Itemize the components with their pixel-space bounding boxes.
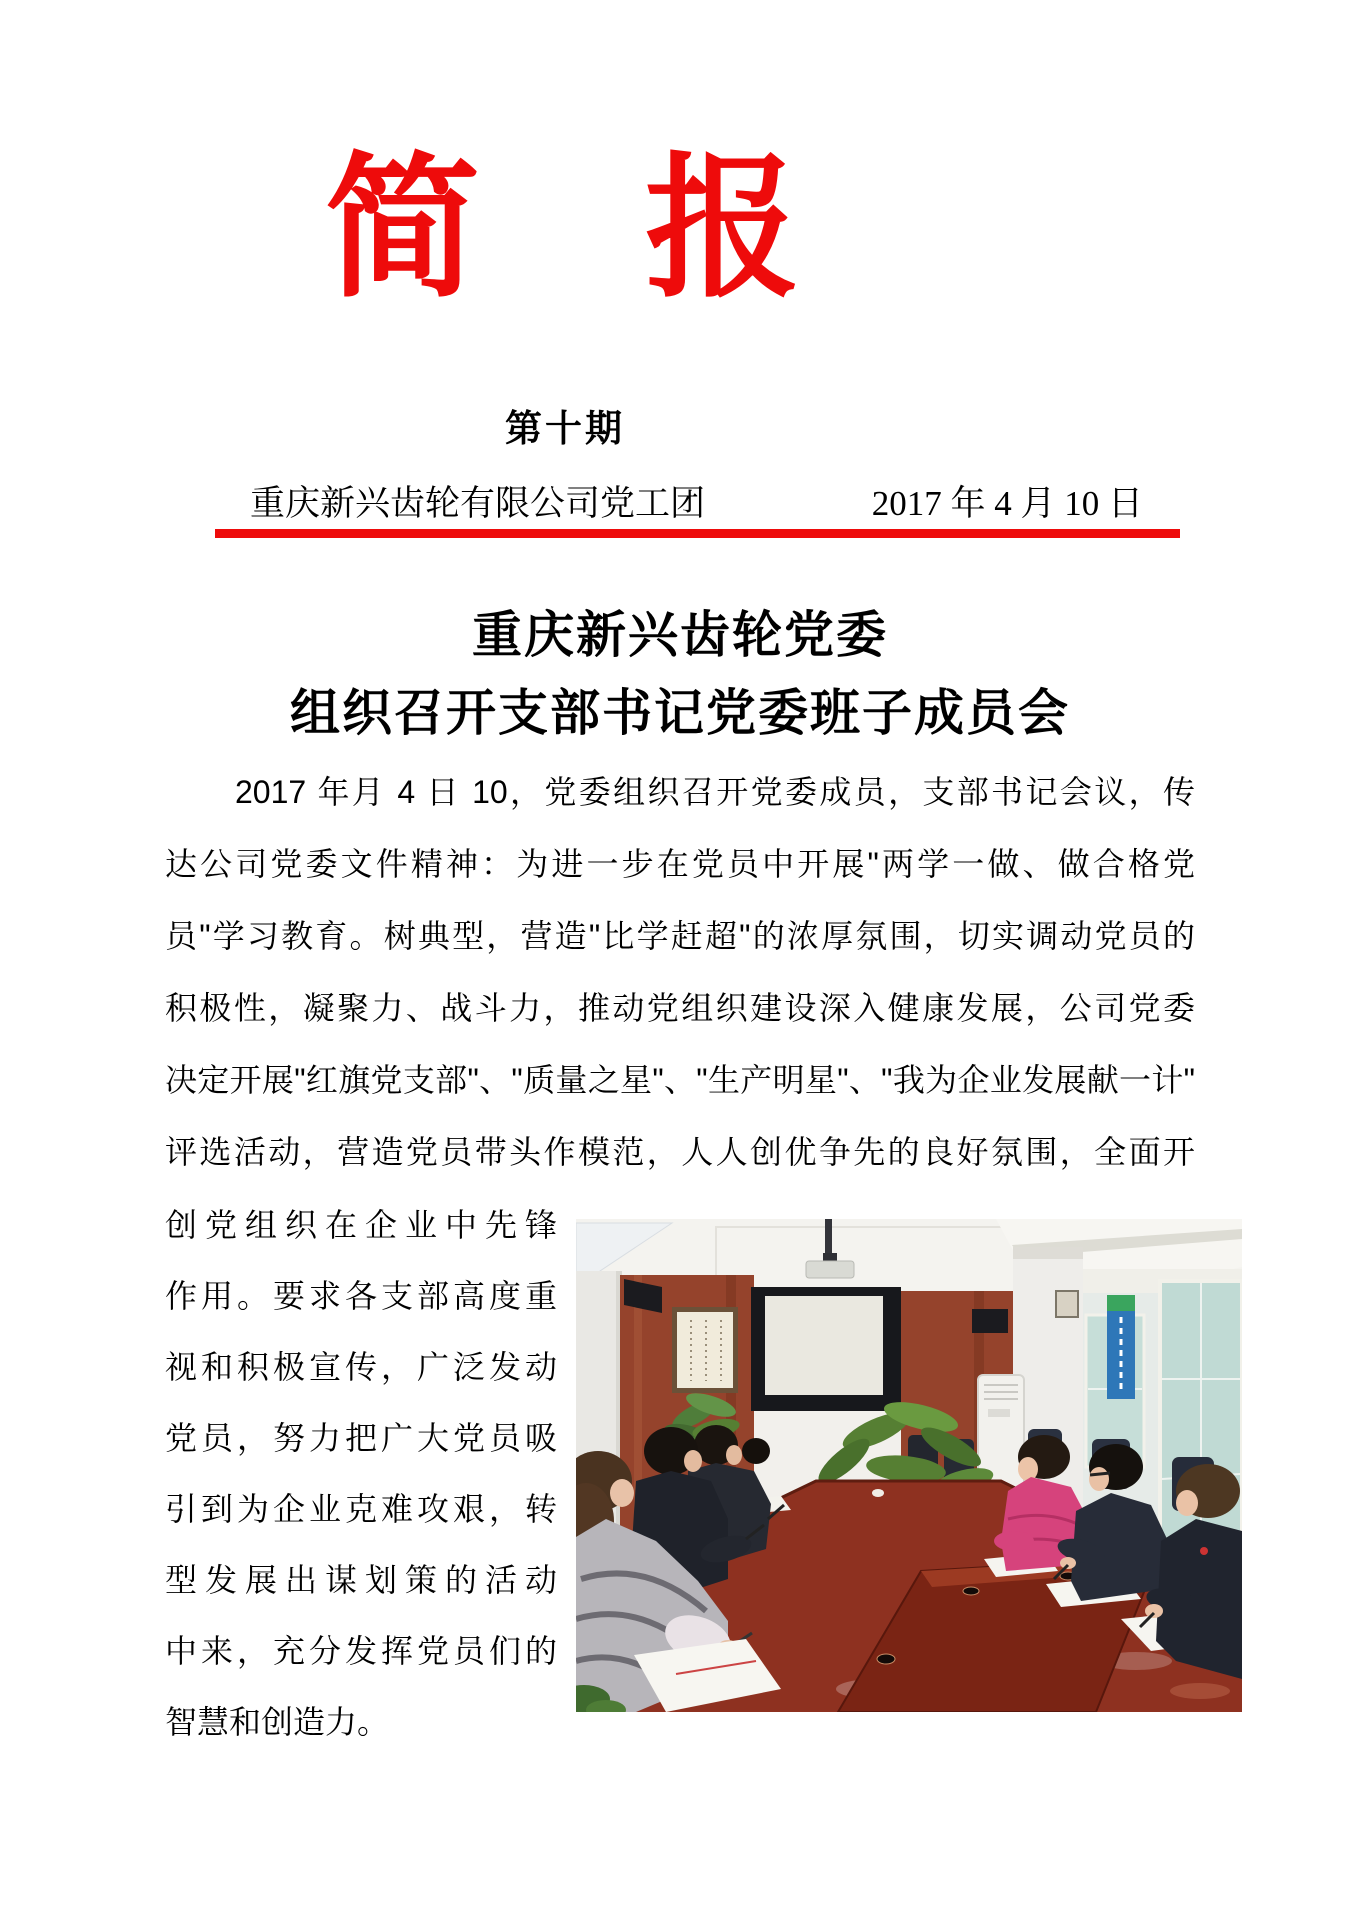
wrap-line: 智慧和创造力。 [165,1704,390,1740]
masthead-title [325,138,800,323]
masthead-char-jian: 简 [325,144,480,316]
masthead-char-bao: 报 [645,144,800,316]
publish-date: 2017 年 4 月 10 日 [871,484,1143,523]
article-headline [165,596,1195,752]
body-line: 积极性，凝聚力、战斗力，推动党组织建设深入健康发展，公司党委 [165,990,1195,1026]
issue-label: 第十期 [505,408,625,449]
speaker-right [972,1309,1008,1333]
body-line: 达公司党委文件精神：为进一步在党员中开展"两学一做、做合格党 [165,846,1195,882]
wrap-line: 中来，充分发挥党员们的 [165,1633,557,1669]
article-body [165,756,1195,1188]
wrap-line: 引到为企业克难攻艰，转 [165,1491,557,1527]
publisher-name: 重庆新兴齿轮有限公司党工团 [250,484,706,523]
headline-line1: 重庆新兴齿轮党委 [472,607,888,663]
body-line: 决定开展"红旗党支部"、"质量之星"、"生产明星"、"我为企业发展献一计" [165,1062,1195,1098]
meeting-photo-art [576,1219,1242,1712]
wall-poster [1107,1295,1135,1399]
body-line: 2017 年月 4 日 10，党委组织召开党委成员，支部书记会议，传 [235,774,1195,810]
body-line: 评选活动，营造党员带头作模范，人人创优争先的良好氛围，全面开 [165,1134,1195,1170]
body-line: 员"学习教育。树典型，营造"比学赶超"的浓厚氛围，切实调动党员的 [165,918,1195,954]
wrap-line: 作用。要求各支部高度重 [165,1278,557,1314]
wrap-line: 视和积极宣传，广泛发动 [165,1349,557,1385]
publisher-row [250,484,1143,524]
wrap-line: 创党组织在企业中先锋 [165,1207,557,1243]
red-divider [215,529,1180,538]
article-body-wrap-column [165,1190,557,1758]
wrap-line: 党员，努力把广大党员吸 [165,1420,557,1456]
headline-line2: 组织召开支部书记党委班子成员会 [290,685,1070,741]
wrap-line: 型发展出谋划策的活动 [165,1562,557,1598]
meeting-photo [576,1219,1242,1712]
projection-screen [751,1287,901,1411]
